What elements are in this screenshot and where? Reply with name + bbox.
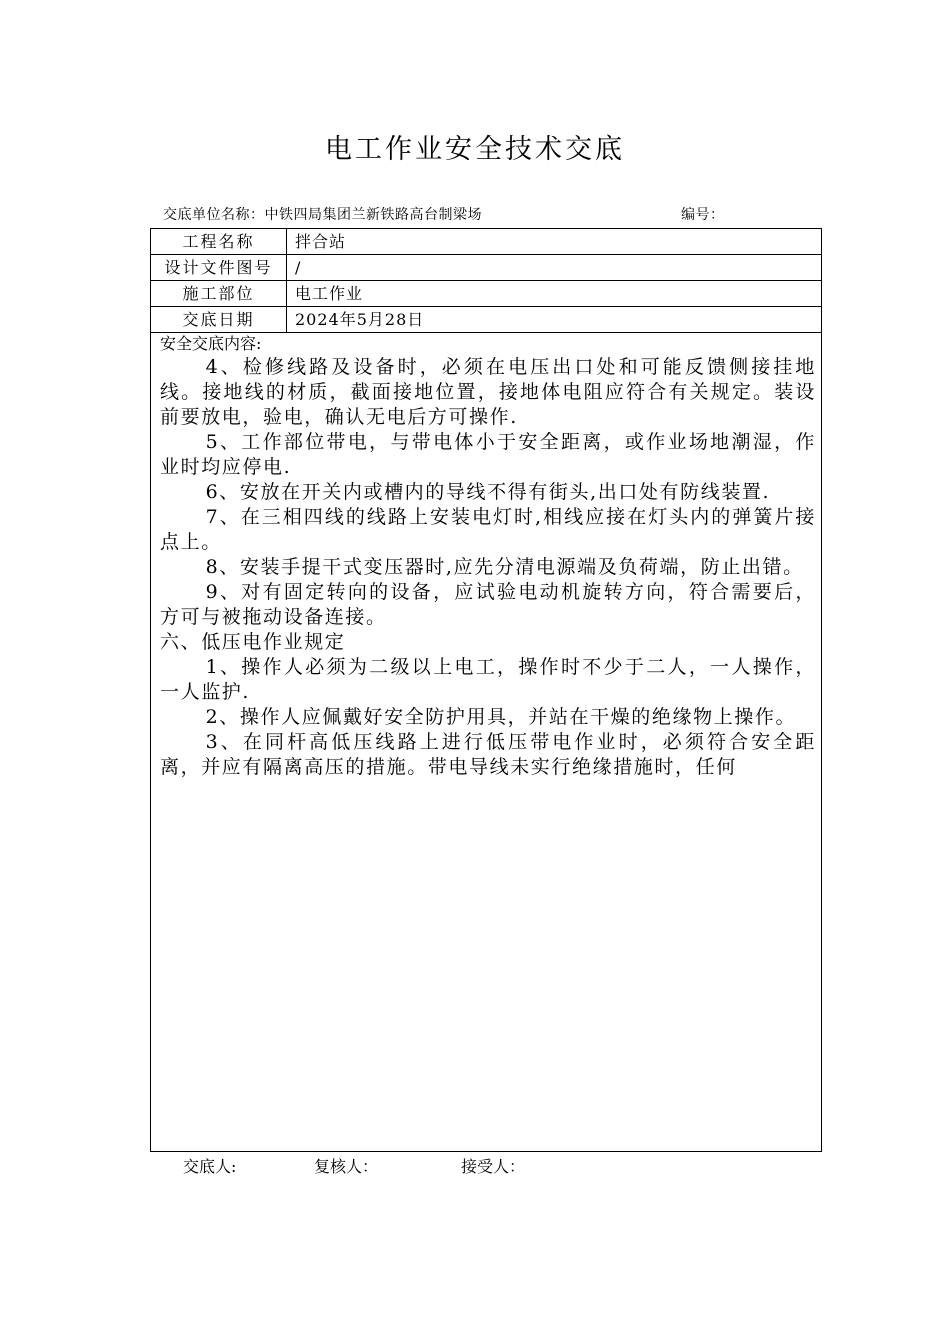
info-label: 交底日期 (151, 307, 287, 332)
info-value: 2024年5月28日 (295, 310, 425, 329)
unit-name: 交底单位名称：中铁四局集团兰新铁路高台制梁场 (163, 207, 482, 223)
info-label: 工程名称 (151, 229, 287, 254)
info-value: 拌合站 (295, 232, 347, 251)
document-meta (163, 204, 823, 226)
paragraph: 7、在三相四线的线路上安装电灯时,相线应接在灯头内的弹簧片接点上。 (160, 506, 816, 553)
info-row-date (151, 307, 821, 333)
content-heading: 安全交底内容: (160, 334, 262, 353)
presenter-label: 交底人: (183, 1157, 237, 1176)
document-number-label: 编号： (681, 207, 725, 223)
info-row-project (151, 229, 821, 255)
info-label: 施工部位 (151, 281, 287, 306)
info-row-drawing-number (151, 255, 821, 281)
info-row-construction-part (151, 281, 821, 307)
paragraph: 2、操作人应佩戴好安全防护用具，并站在干燥的绝缘物上操作。 (205, 706, 797, 728)
paragraph: 1、操作人必须为二级以上电工，操作时不少于二人，一人操作，一人监护. (160, 656, 816, 703)
paragraph: 8、安装手提干式变压器时,应先分清电源端及负荷端，防止出错。 (205, 556, 804, 578)
info-value: 电工作业 (295, 284, 364, 303)
receiver-label: 接受人： (461, 1157, 526, 1176)
disclosure-form (150, 228, 822, 1152)
section-heading: 六、低压电作业规定 (160, 631, 346, 653)
paragraph: 9、对有固定转向的设备，应试验电动机旋转方向，符合需要后，方可与被拖动设备连接。 (160, 581, 816, 628)
reviewer-label: 复核人： (314, 1157, 379, 1176)
paragraph: 5、工作部位带电，与带电体小于安全距离，或作业场地潮湿，作业时均应停电. (160, 431, 816, 478)
document-title: 电工作业安全技术交底 (325, 134, 625, 165)
info-label: 设计文件图号 (151, 255, 287, 280)
paragraph: 6、安放在开关内或槽内的导线不得有街头,出口处有防线装置. (205, 481, 771, 503)
info-value: / (295, 258, 302, 277)
safety-content (160, 333, 816, 780)
paragraph: 4、检修线路及设备时，必须在电压出口处和可能反馈侧接挂地线。接地线的材质，截面接地位置，接地体电阻应符合有关规定。装设前要放电，验电，确认无电后方可操作. (160, 356, 816, 428)
content-body (160, 355, 816, 780)
paragraph: 3、在同杆高低压线路上进行低压带电作业时，必须符合安全距离，并应有隔离高压的措施。带电导线未实行绝缘措施时，任何 (160, 731, 816, 778)
